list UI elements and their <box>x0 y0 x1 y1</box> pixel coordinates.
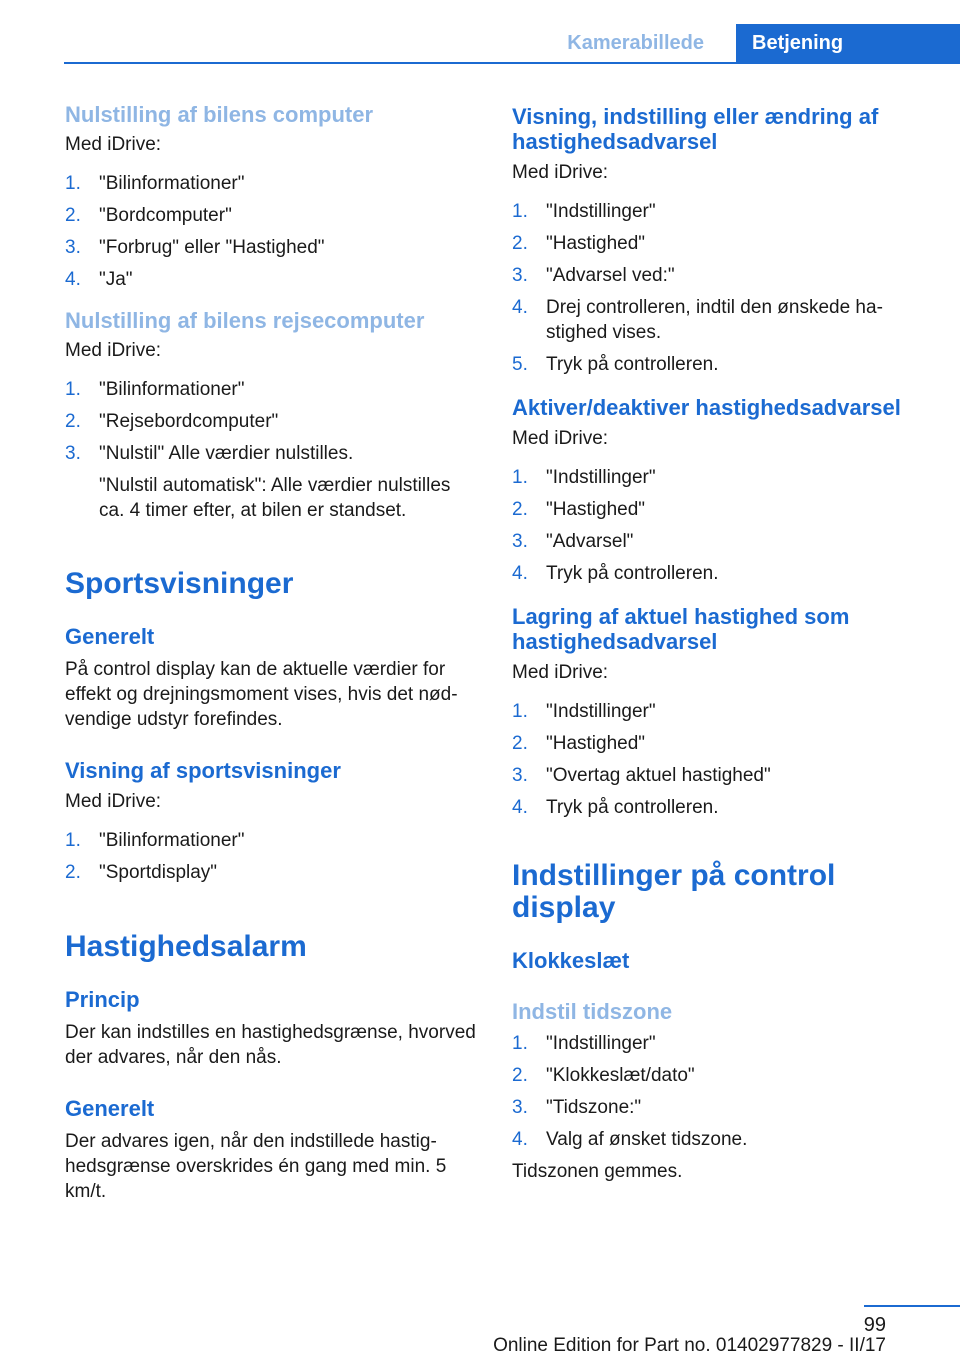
step-number: 2. <box>65 205 81 226</box>
step-text: "Overtag aktuel hastighed" <box>546 765 771 786</box>
section-title: Generelt <box>65 1096 155 1121</box>
step-number: 4. <box>512 563 528 584</box>
step-text: "Hastighed" <box>546 733 646 754</box>
step-number: 3. <box>65 443 81 464</box>
chapter-tab[interactable]: Betjening <box>736 24 960 62</box>
body-text: Der kan indstilles en hastighedsgrænse, hvorved der advares, når den nås. <box>65 1022 476 1068</box>
page-number: 99 <box>863 1314 886 1336</box>
list-item <box>65 828 480 853</box>
step-number: 4. <box>65 269 81 290</box>
step-text: "Bordcomputer" <box>99 205 232 226</box>
step-text: "Advarsel" <box>546 531 634 552</box>
list-item <box>512 561 932 586</box>
note-text: "Nulstil automatisk": Alle værdier nulstilles ca. 4 timer efter, at bilen er standset. <box>99 475 451 521</box>
step-number: 1. <box>512 467 528 488</box>
step-text: Tryk på controlleren. <box>546 563 719 584</box>
section-title: Indstil tidszone <box>512 999 673 1024</box>
step-text: Tryk på controlleren. <box>546 797 719 818</box>
step-text: "Sportdisplay" <box>99 862 218 883</box>
list-item <box>65 409 480 434</box>
step-text: "Hastighed" <box>546 233 646 254</box>
section-title: Generelt <box>65 624 155 649</box>
step-text: Drej controlleren, indtil den ønskede hastighed vises. <box>546 297 883 343</box>
step-list <box>65 377 480 466</box>
intro-text: Med iDrive: <box>65 340 162 361</box>
section-tab[interactable]: Kamerabillede <box>567 32 704 54</box>
section-title: Visning, indstilling eller ændring af hastighedsadvarsel <box>512 104 879 154</box>
step-number: 3. <box>512 1097 528 1118</box>
list-item <box>512 497 932 522</box>
step-text: "Rejsebordcomputer" <box>99 411 279 432</box>
step-list <box>512 1031 932 1152</box>
step-list <box>512 699 932 820</box>
step-number: 1. <box>65 173 81 194</box>
step-number: 5. <box>512 354 528 375</box>
section-title: Aktiver/deaktiver hastighedsadvarsel <box>512 395 901 420</box>
section-title: Princip <box>65 987 140 1012</box>
step-number: 2. <box>65 862 81 883</box>
step-text: "Indstillinger" <box>546 1033 656 1054</box>
step-number: 1. <box>512 1033 528 1054</box>
list-item <box>65 860 480 885</box>
step-text: "Advarsel ved:" <box>546 265 675 286</box>
step-number: 1. <box>65 379 81 400</box>
step-text: "Nulstil" Alle værdier nulstilles. <box>99 443 354 464</box>
list-item <box>65 441 480 466</box>
step-text: "Indstillinger" <box>546 201 656 222</box>
step-text: "Tidszone:" <box>546 1097 642 1118</box>
list-item <box>512 529 932 554</box>
step-text: "Indstillinger" <box>546 701 656 722</box>
list-item <box>512 1063 932 1088</box>
intro-text: Med iDrive: <box>65 134 162 155</box>
list-item <box>65 377 480 402</box>
step-text: "Forbrug" eller "Hastighed" <box>99 237 325 258</box>
list-item <box>512 263 932 288</box>
step-list <box>65 828 480 885</box>
step-text: "Klokkeslæt/dato" <box>546 1065 695 1086</box>
body-text: Der advares igen, når den indstillede hastighedsgrænse overskrides én gang med min. 5 km/t. <box>65 1131 447 1202</box>
list-item <box>65 171 480 196</box>
section-title: Visning af sportsvisninger <box>65 758 341 783</box>
list-item <box>512 295 932 345</box>
list-item <box>512 763 932 788</box>
list-item <box>512 199 932 224</box>
list-item <box>512 465 932 490</box>
step-number: 3. <box>65 237 81 258</box>
list-item <box>512 795 932 820</box>
edition-text: Online Edition for Part no. 01402977829 - II/17 <box>493 1335 886 1356</box>
step-text: "Bilinformationer" <box>99 830 245 851</box>
list-item <box>512 731 932 756</box>
step-text: Tryk på controlleren. <box>546 354 719 375</box>
step-number: 3. <box>512 531 528 552</box>
intro-text: Med iDrive: <box>512 162 609 183</box>
step-text: "Bilinformationer" <box>99 379 245 400</box>
step-number: 4. <box>512 1129 528 1150</box>
step-list <box>512 465 932 586</box>
intro-text: Med iDrive: <box>512 428 609 449</box>
step-number: 3. <box>512 265 528 286</box>
step-number: 2. <box>512 1065 528 1086</box>
left-column <box>65 100 480 1204</box>
step-text: Valg af ønsket tidszone. <box>546 1129 748 1150</box>
list-item <box>65 203 480 228</box>
outro-text: Tidszonen gemmes. <box>512 1161 683 1182</box>
step-number: 3. <box>512 765 528 786</box>
step-number: 2. <box>65 411 81 432</box>
section-title: Klokkeslæt <box>512 948 630 973</box>
chapter-heading: Sportsvisninger <box>65 567 294 600</box>
step-list <box>512 199 932 377</box>
step-text: "Bilinformationer" <box>99 173 245 194</box>
footer-rule <box>864 1305 960 1307</box>
step-number: 1. <box>512 201 528 222</box>
right-column <box>512 100 932 1184</box>
section-title: Lagring af aktuel hastighed som hastighedsadvarsel <box>512 604 850 654</box>
step-number: 2. <box>512 499 528 520</box>
list-item <box>65 267 480 292</box>
step-list <box>65 171 480 292</box>
list-item <box>512 352 932 377</box>
page-header <box>64 24 960 64</box>
intro-text: Med iDrive: <box>512 662 609 683</box>
list-item <box>65 235 480 260</box>
chapter-heading: Hastighedsalarm <box>65 930 307 963</box>
step-number: 1. <box>65 830 81 851</box>
step-number: 4. <box>512 297 528 318</box>
step-number: 1. <box>512 701 528 722</box>
chapter-heading: Indstillinger på control display <box>512 859 836 924</box>
step-text: "Indstillinger" <box>546 467 656 488</box>
list-item <box>512 1031 932 1056</box>
step-number: 4. <box>512 797 528 818</box>
section-title: Nulstilling af bilens rejsecomputer <box>65 308 425 333</box>
step-text: "Hastighed" <box>546 499 646 520</box>
list-item <box>512 231 932 256</box>
list-item <box>512 699 932 724</box>
list-item <box>512 1095 932 1120</box>
step-number: 2. <box>512 733 528 754</box>
section-title: Nulstilling af bilens computer <box>65 102 374 127</box>
list-item <box>512 1127 932 1152</box>
step-text: "Ja" <box>99 269 133 290</box>
body-text: På control display kan de aktuelle værdier for effekt og drejningsmoment vises, hvis det nødvendige udstyr forefindes. <box>65 659 458 730</box>
intro-text: Med iDrive: <box>65 791 162 812</box>
step-number: 2. <box>512 233 528 254</box>
